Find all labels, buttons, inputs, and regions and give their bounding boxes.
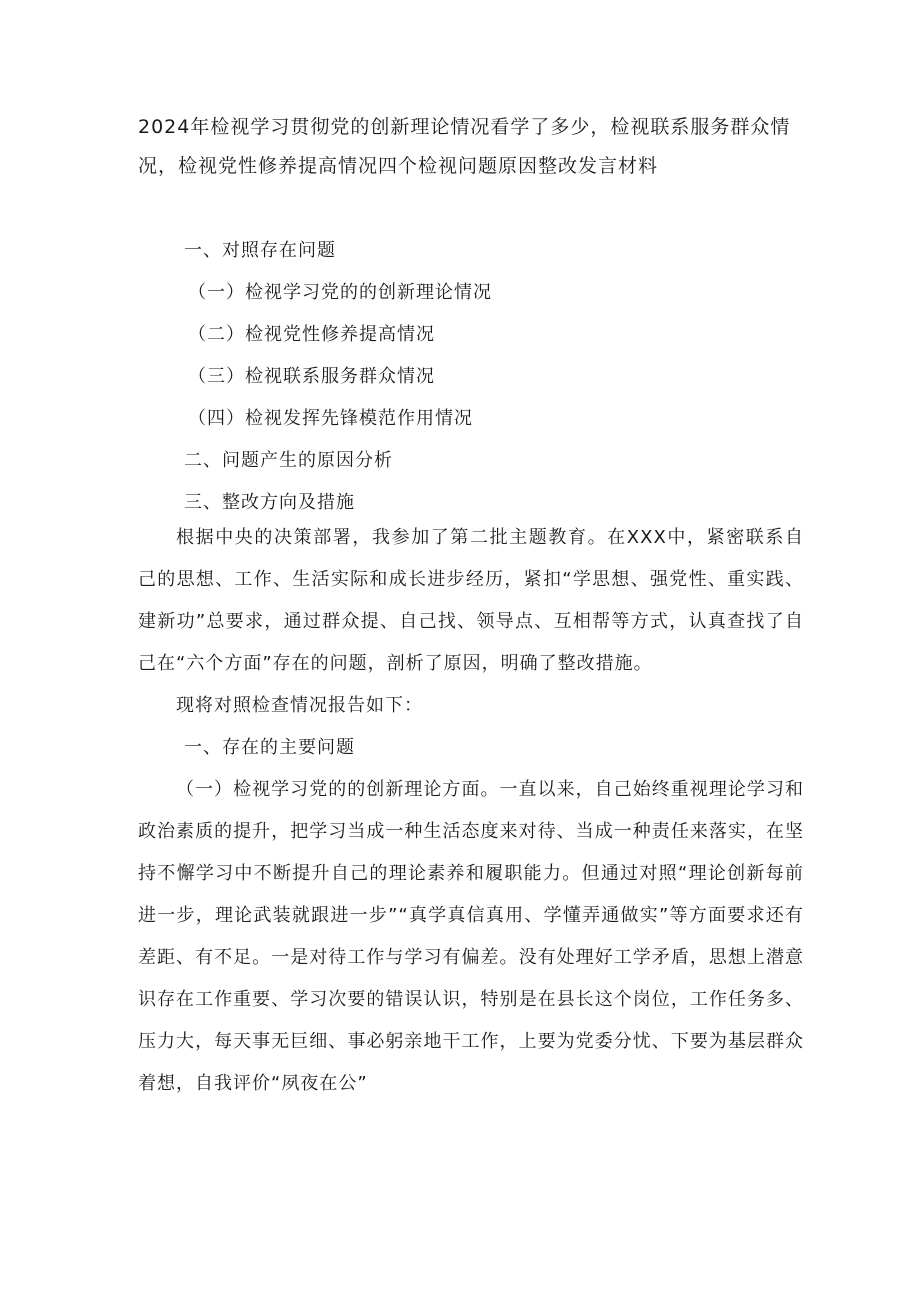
outline-item: （四）检视发挥先锋模范作用情况 [188,408,473,429]
report-intro: 现将对照检查情况报告如下： [176,695,423,716]
section-paragraph: （一）检视学习党的的创新理论方面。一直以来，自己始终重视理论学习和政治素质的提升，把学习当成一种生活态度来对待、当成一种责任来落实，在坚持不懈学习中不断提升自己的理论素养和履职能力。但通过对照“理论创新每前进一步，理论武装就跟进一步”“真学真信真用、学懂弄通做实”等方面要求还有差距、有不足。一是对待工作与学习有偏差。没有处理好工学矛盾，思想上潜意识存在工作重要、学习次要的错误认识，特别是在县长这个岗位，工作任务多、压力大，每天事无巨细、事必躬亲地干工作，上要为党委分忧、下要为基层群众着想，自我评价“夙夜在公” [138,779,804,1094]
outline-item: 三、整改方向及措施 [184,492,355,513]
section-heading: 一、存在的主要问题 [184,737,355,758]
document-title: 2024年检视学习贯彻党的创新理论情况看学了多少，检视联系服务群众情况，检视党性修养提高情况四个检视问题原因整改发言材料 [138,116,791,177]
document-body [138,517,804,1105]
outline-item: （二）检视党性修养提高情况 [188,324,435,345]
outline-item: 一、对照存在问题 [184,240,336,261]
outline-item: （三）检视联系服务群众情况 [188,366,435,387]
outline-list [184,230,804,524]
outline-item: （一）检视学习党的的创新理论情况 [188,282,492,303]
intro-paragraph: 根据中央的决策部署，我参加了第二批主题教育。在XXX中，紧密联系自己的思想、工作、生活实际和成长进步经历，紧扣“学思想、强党性、重实践、建新功”总要求，通过群众提、自己找、领导点、互相帮等方式，认真查找了自己在“六个方面”存在的问题，剖析了原因，明确了整改措施。 [138,527,804,674]
outline-item: 二、问题产生的原因分析 [184,450,393,471]
